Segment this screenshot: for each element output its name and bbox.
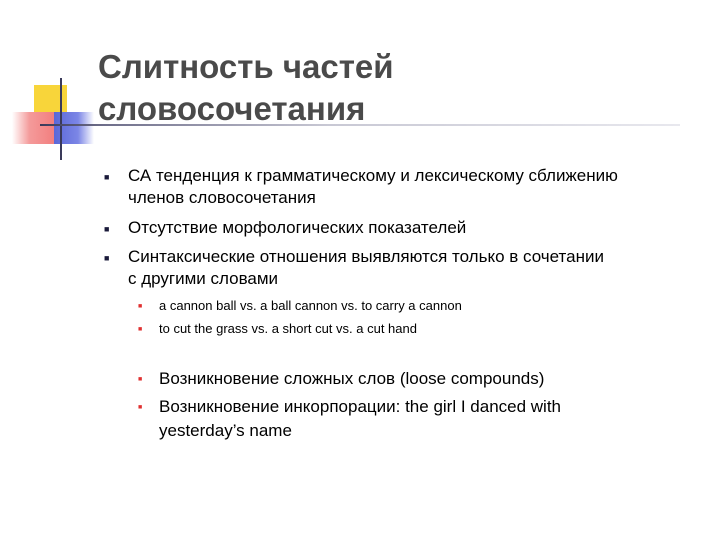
- sub-bullet-text: a cannon ball vs. a ball cannon vs. to carry a cannon: [159, 298, 462, 313]
- red-bullet-2-line-2: yesterday’s name: [159, 421, 292, 440]
- slide-title: [98, 46, 698, 130]
- bullet-square-icon: ■: [104, 172, 110, 182]
- bullet-text: [128, 217, 708, 239]
- bullet-text: [128, 165, 708, 209]
- red-bullet-text: [159, 367, 699, 391]
- red-bullet-1-line-1: Возникновение сложных слов (loose compounds): [159, 369, 545, 388]
- red-bullet-square-icon: ■: [138, 404, 143, 411]
- title-line-1: Слитность частей: [98, 48, 394, 85]
- red-bullet-2-line-1: Возникновение инкорпорации: the girl I danced with: [159, 397, 562, 416]
- bullet-square-icon: ■: [104, 224, 110, 234]
- bullet-text: [128, 246, 708, 290]
- bullet-3-line-1: Синтаксические отношения выявляются только в сочетании: [128, 247, 604, 266]
- vertical-rule: [60, 78, 62, 160]
- bullet-square-icon: ■: [104, 253, 110, 263]
- red-bullet-text: [159, 395, 699, 443]
- bullet-1-line-2: членов словосочетания: [128, 188, 316, 207]
- sub-bullet-square-icon: ■: [138, 303, 143, 310]
- red-square: [12, 112, 56, 144]
- sub-bullet-text: to cut the grass vs. a short cut vs. a cut hand: [159, 321, 417, 336]
- red-bullet-square-icon: ■: [138, 376, 143, 383]
- bullet-3-line-2: с другими словами: [128, 269, 279, 288]
- sub-bullet-square-icon: ■: [138, 326, 143, 333]
- bullet-1-line-1: СА тенденция к грамматическому и лексическому сближению: [128, 166, 618, 185]
- bullet-2-line-1: Отсутствие морфологических показателей: [128, 218, 467, 237]
- title-line-2: словосочетания: [98, 90, 366, 127]
